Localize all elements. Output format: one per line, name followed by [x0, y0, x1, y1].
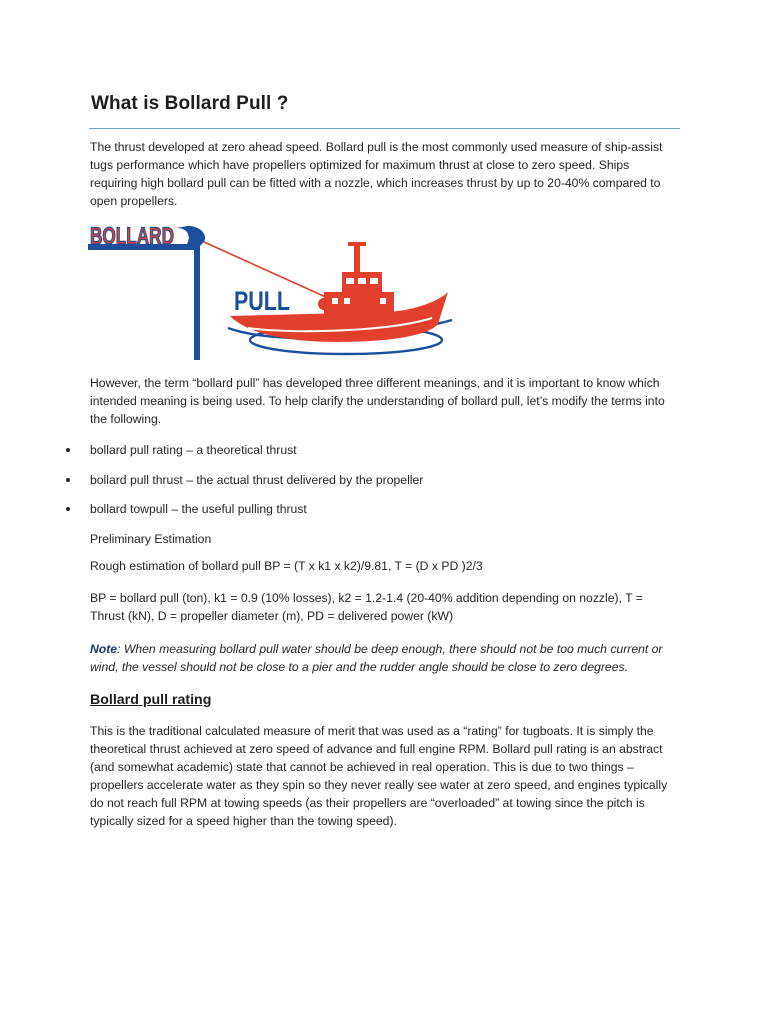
- rating-paragraph: This is the traditional calculated measure of merit that was used as a “rating” for tugboats. It is simply the theoretical thrust achieved at zero speed of advance and full engine RPM. Bollard pull rating is an abstract (and somewhat academic) state that cannot be achieved in real operation. This is due to two things – propellers accelerate water as they spin so they never really see water at zero speed, and engines typically do not reach full RPM at towing speeds (as their propellers are “overloaded” at towing since the pitch is typically sized for a speed higher than the towing speed).: [90, 724, 668, 828]
- logo-word-bollard: BOLLARD: [90, 223, 174, 250]
- meanings-paragraph: However, the term “bollard pull” has developed three different meanings, and it is important to know which intended meaning is being used. To help clarify the understanding of bollard pull, let’s modify the terms into the following.: [90, 376, 665, 426]
- intro-paragraph: The thrust developed at zero ahead speed. Bollard pull is the most commonly used measure of ship-assist tugs performance which have propellers optimized for maximum thrust at close to zero speed. Ships requiring high bollard pull can be fitted with a nozzle, which increases thrust by up to 20-40% compared to open propellers.: [90, 140, 663, 208]
- list-item-text: bollard towpull – the useful pulling thrust: [90, 502, 307, 516]
- note-label: Note: [90, 642, 118, 656]
- bullet-icon: [66, 507, 70, 511]
- list-item: [64, 500, 423, 530]
- list-item: [64, 441, 423, 471]
- page-title: What is Bollard Pull ?: [91, 93, 289, 114]
- bullet-icon: [66, 448, 70, 452]
- list-item-text: bollard pull thrust – the actual thrust delivered by the propeller: [90, 472, 424, 487]
- bullet-icon: [66, 478, 70, 482]
- bollard-pull-logo: [88, 220, 458, 362]
- list-item-text: bollard pull rating – a theoretical thrust: [90, 443, 297, 457]
- rough-estimation-formula: Rough estimation of bollard pull BP = (T x k1 x k2)/9.81, T = (D x PD )2/3: [90, 559, 483, 573]
- logo-word-pull: PULL: [234, 286, 290, 316]
- preliminary-estimation-label: Preliminary Estimation: [90, 532, 212, 546]
- section-heading-bollard-pull-rating: Bollard pull rating: [90, 692, 212, 708]
- tow-winch-icon: [318, 298, 330, 310]
- note-text: : When measuring bollard pull water should be deep enough, there should not be too much current or wind, the vessel should not be close to a pier and the rudder angle should be close to zero degrees.: [90, 642, 663, 674]
- formula-definitions: BP = bollard pull (ton), k1 = 0.9 (10% losses), k2 = 1.2-1.4 (20-40% addition depending on nozzle), T = Thrust (kN), D = propeller diameter (m), PD = delivered power (kW): [90, 591, 643, 623]
- meanings-list: [64, 441, 423, 530]
- note-paragraph: [90, 640, 680, 676]
- tug-mast-top-icon: [348, 242, 366, 246]
- title-divider: [89, 128, 680, 129]
- tug-mast-icon: [354, 244, 360, 274]
- list-item: [64, 471, 423, 501]
